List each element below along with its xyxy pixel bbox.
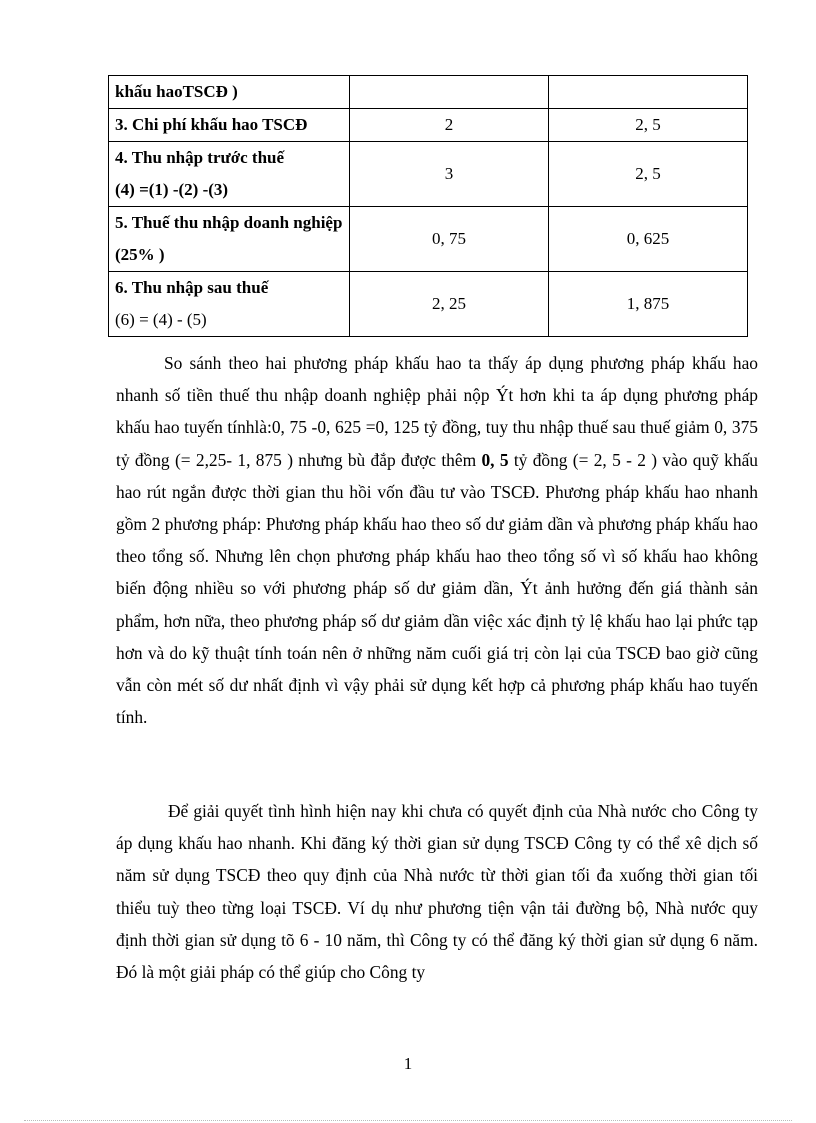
- paragraph-comparison: [116, 347, 758, 733]
- cell-accelerated: 1, 875: [549, 272, 748, 337]
- row-label-cell: [109, 142, 350, 207]
- row-label: 5. Thuế thu nhập doanh nghiệp (25% ): [109, 207, 350, 272]
- depreciation-comparison-table: [108, 75, 748, 337]
- table-row: [109, 272, 748, 337]
- page-number: 1: [403, 1054, 413, 1073]
- paragraph-text: tỷ đồng (= 2, 5 - 2 ) vào quỹ khấu hao rút ngắn được thời gian thu hồi vốn đầu tư vào TSCĐ. Phương pháp khấu hao nhanh gồm 2 phương pháp: Phương pháp khấu hao theo số dư giảm dần và phương pháp khấu hao theo tổng số. Nhưng lên chọn phương pháp khấu hao theo tổng số vì số khấu hao không biến động nhiều so với phương pháp số dư giảm dần, Ýt ảnh hưởng đến giá thành sản phẩm, hơn nữa, theo phương pháp số dư giảm dần việc xác định tỷ lệ khấu hao lại phức tạp hơn và do kỹ thuật tính toán nên ở những năm cuối giá trị còn lại của TSCĐ bao giờ cũng vẫn còn mét số dư nhất định vì vậy phải sử dụng kết hợp cả phương pháp khấu hao tuyến tính.: [116, 449, 758, 728]
- cell-straight-line: 3: [350, 142, 549, 207]
- cell-straight-line: [350, 76, 549, 109]
- table-row: [109, 76, 748, 109]
- row-label: 3. Chi phí khấu hao TSCĐ: [109, 109, 350, 142]
- paragraph-text: So sánh theo hai phương pháp khấu hao ta thấy áp dụng phương pháp khấu hao nhanh số tiền thuế thu nhập doanh nghiệp phải nộp Ýt hơn khi ta áp dụng phương pháp khấu hao tuyến tínhlà:0, 75 -0, 625 =0, 125 tỷ đồng, tuy thu nhập thuế sau thuế giảm 0, 375 tỷ đồng (= 2,25- 1, 875 ) nhưng bù đắp được thêm: [116, 353, 758, 470]
- paragraph-solution: Để giải quyết tình hình hiện nay khi chưa có quyết định của Nhà nước cho Công ty áp dụng khấu hao nhanh. Khi đăng ký thời gian sử dụng TSCĐ Công ty có thể xê dịch số năm sử dụng TSCĐ theo quy định của Nhà nước từ thời gian tối đa xuống thời gian tối thiểu tuỳ theo từng loại TSCĐ. Ví dụ như phương tiện vận tải đường bộ, Nhà nước quy định thời gian sử dụng tõ 6 - 10 năm, thì Công ty có thể đăng ký thời gian sử dụng 6 năm. Đó là một giải pháp có thể giúp cho Công ty: [116, 801, 758, 983]
- row-formula: (4) =(1) -(2) -(3): [115, 180, 229, 199]
- page-bottom-divider: [24, 1120, 792, 1121]
- cell-accelerated: 0, 625: [549, 207, 748, 272]
- cell-accelerated: [549, 76, 748, 109]
- row-label: 4. Thu nhập trước thuế: [115, 148, 285, 167]
- cell-accelerated: 2, 5: [549, 142, 748, 207]
- cell-straight-line: 2: [350, 109, 549, 142]
- table-row: [109, 142, 748, 207]
- cell-straight-line: 2, 25: [350, 272, 549, 337]
- row-label: khấu haoTSCĐ ): [109, 76, 350, 109]
- row-label: 6. Thu nhập sau thuế: [115, 278, 269, 297]
- table-row: [109, 207, 748, 272]
- cell-straight-line: 0, 75: [350, 207, 549, 272]
- row-label-cell: [109, 272, 350, 337]
- table-row: [109, 109, 748, 142]
- row-formula: (6) = (4) - (5): [115, 310, 207, 329]
- emphasis-value: 0, 5: [481, 449, 509, 470]
- cell-accelerated: 2, 5: [549, 109, 748, 142]
